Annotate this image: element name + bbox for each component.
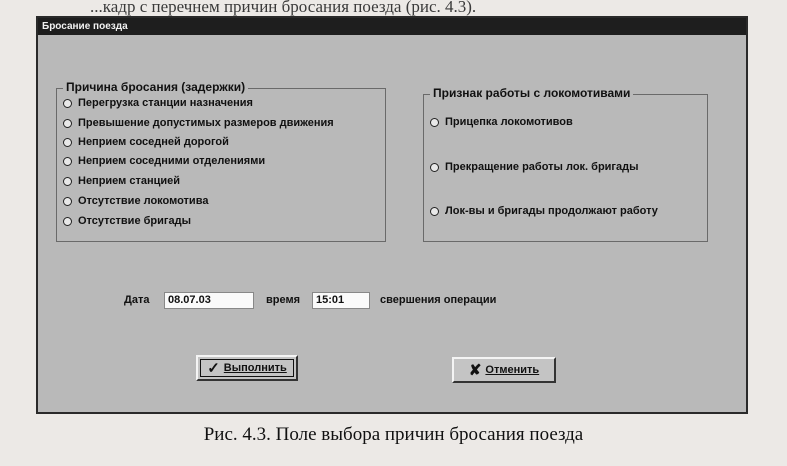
execute-button[interactable] — [196, 355, 298, 381]
locomotive-group-title: Признак работы с локомотивами — [430, 86, 633, 100]
reason-option[interactable]: Отсутствие локомотива — [63, 195, 208, 207]
reason-group-title: Причина бросания (задержки) — [63, 80, 248, 94]
locomotive-option[interactable]: Прекращение работы лок. бригады — [430, 161, 639, 173]
radio-circle-icon[interactable] — [430, 163, 439, 172]
reason-group — [56, 80, 386, 242]
locomotive-option[interactable]: Лок-вы и бригады продолжают работу — [430, 205, 658, 217]
time-label: время — [266, 294, 301, 306]
time-field[interactable]: 15:01 — [312, 292, 370, 309]
radio-circle-icon[interactable] — [63, 217, 72, 226]
radio-circle-icon[interactable] — [63, 119, 72, 128]
locomotive-option[interactable]: Прицепка локомотивов — [430, 116, 573, 128]
check-icon: ✓ — [207, 360, 220, 377]
radio-circle-icon[interactable] — [430, 207, 439, 216]
reason-option[interactable]: Неприем соседними отделениями — [63, 155, 265, 167]
operation-suffix-label: свершения операции — [380, 294, 497, 306]
radio-circle-icon[interactable] — [430, 118, 439, 127]
window-title: Бросание поезда — [38, 18, 746, 35]
cross-icon: ✘ — [468, 362, 482, 379]
radio-circle-icon[interactable] — [63, 197, 72, 206]
reason-option[interactable]: Неприем станцией — [63, 175, 180, 187]
cancel-button-label: Отменить — [485, 364, 540, 376]
page-heading-fragment: ...кадр с перечнем причин бросания поезда (рис. 4.3). — [90, 0, 477, 16]
cancel-button[interactable] — [452, 357, 556, 383]
reason-option[interactable]: Отсутствие бригады — [63, 215, 191, 227]
radio-circle-icon[interactable] — [63, 99, 72, 108]
reason-option[interactable]: Превышение допустимых размеров движения — [63, 117, 334, 129]
radio-circle-icon[interactable] — [63, 177, 72, 186]
locomotive-group — [423, 86, 708, 242]
figure-caption: Рис. 4.3. Поле выбора причин бросания поезда — [203, 424, 584, 445]
reason-option[interactable]: Перегрузка станции назначения — [63, 97, 253, 109]
radio-circle-icon[interactable] — [63, 138, 72, 147]
reason-option[interactable]: Неприем соседней дорогой — [63, 136, 229, 148]
date-label: Дата — [124, 294, 150, 306]
date-field[interactable]: 08.07.03 — [164, 292, 254, 309]
radio-circle-icon[interactable] — [63, 157, 72, 166]
execute-button-label: Выполнить — [223, 362, 287, 374]
dialog-window — [36, 16, 748, 414]
